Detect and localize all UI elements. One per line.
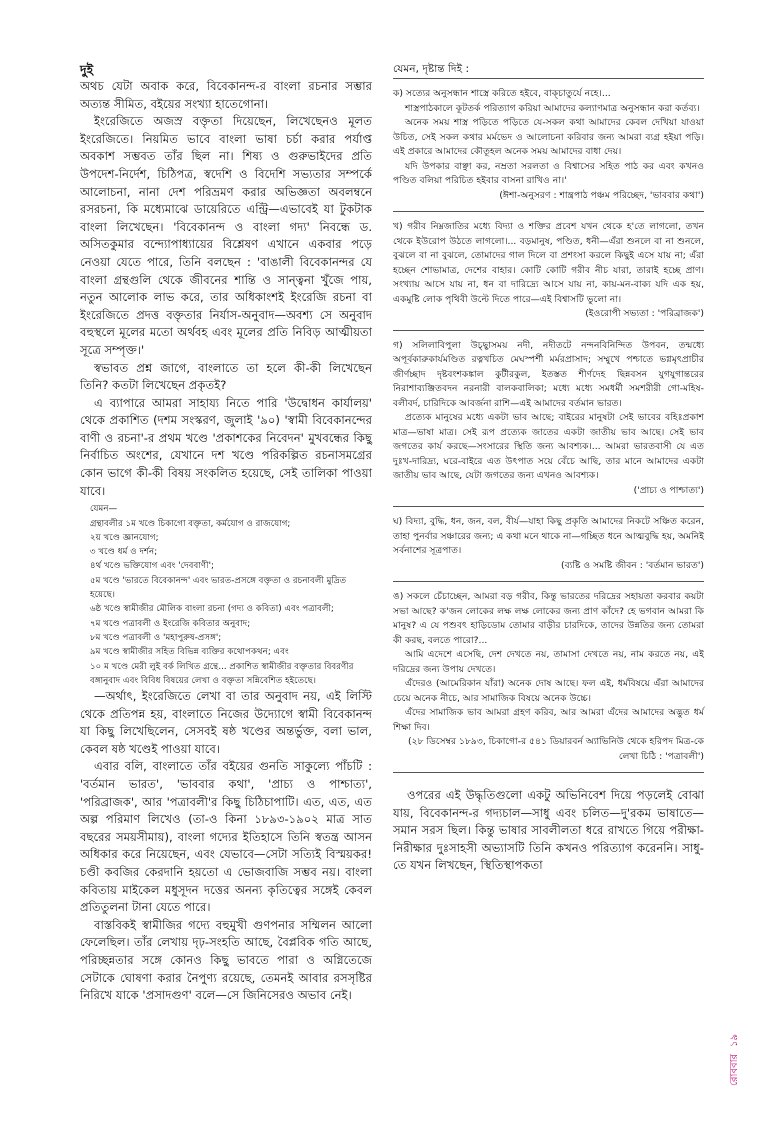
- quote-block: [393, 590, 704, 764]
- list-item: ২য় খণ্ডে জ্ঞানযোগ;: [90, 532, 159, 543]
- body-paragraph: —অর্থাৎ, ইংরেজিতে লেখা বা তার অনুবাদ নয়, এই লিস্টি থেকে প্রতিপন্ন হয়, বাংলাতে নিজের উদ্যোগে স্বামী বিবেকানন্দ যা কিছু লিখেছিলেন, সেসবই ষষ্ঠ খণ্ডের অন্তর্ভুক্ত, বলা ভাল, কেবল ষষ্ঠ খণ্ডেই পাওয়া যাবে।: [80, 689, 372, 756]
- list-item: ৯ম খণ্ডে স্বামীজীর সহিত বিভিন্ন ব্যক্তির কথোপকথন; এবং: [90, 647, 289, 658]
- quote-line: ঘ) বিদ্যা, বুদ্ধি, ধন, জন, বল, বীর্য—যাহা কিছু প্রকৃতি আমাদের নিকটে সঞ্চিত করেন, তাহা পুনর্বার সঞ্চারের জন্য; এ কথা মনে থাকে না—গচ্ছিত ধনে আত্মবুদ্ধি হয়, অমনিই সর্বনাশের সূত্রপাত।: [393, 516, 705, 556]
- quote-divider: [393, 581, 704, 582]
- quote-block: [393, 87, 704, 203]
- quote-line: ঙ) সকলে চেঁচাচ্ছেন, আমরা বড় গরীব, কিন্তু ভারতের দরিদ্রের সহায়তা করবার কয়টা সভা আছে? ক'জন লোকের লক্ষ লক্ষ লোকের জন্য প্রাণ কাঁদে? হে ভগবান আমরা কি মানুষ? এ যে পশুবৎ হাড়িডোম তোমার বাড়ীর চারদিকে, তাদের উন্নতির জন্য তোমরা কী করছ, বলতে পারো?...: [393, 591, 704, 646]
- quote-line: যদি উপকার বাঞ্ছা কর, নম্রতা সরলতা ও বিশ্বাসের সহিত পাঠ কর এবং কখনও পণ্ডিত বলিয়া পরিচিত হইবার বাসনা রাখিও না।': [393, 160, 704, 186]
- page-footer: [727, 1030, 752, 1090]
- section-heading: দুই: [80, 62, 94, 77]
- quote-divider: [393, 506, 704, 507]
- quote-source: (ইওরোপী সভ্যতা : 'পরিব্রাজক'): [585, 308, 704, 319]
- list-item: ৬ষ্ঠ খণ্ডে স্বামীজীর মৌলিক বাংলা রচনা (গদ্য ও কবিতা) এবং পত্রাবলী;: [90, 604, 334, 615]
- right-column: [393, 62, 704, 875]
- quote-block: [393, 220, 704, 322]
- quote-line: গ) সলিলাবিপুলা উচ্ছ্বাসময় নদী, নদীতটে নন্দনবিনিন্দিত উপবন, তন্মধ্যে অপূর্বকারুকার্যমণ্ডিত রত্নখচিত মেঘস্পর্শী মর্মরপ্রাসাদ; সম্মুখে পশ্চাতে ভগ্নমৃৎপ্রাচীর জীর্ণচ্ছাদ দৃষ্টবংশকঙ্কাল কুটীরকুল, ইতস্তত শীর্ণদেহ ছিন্নবসন যুগযুগান্তরের নিরাশাব্যঞ্জিতবদন নরনারী বালকবালিকা; মধ্যে মধ্যে সমধর্মী সমশরীরী গো-মহিষ-বলীবর্দ, চারিদিকে আবর্জনা রাশি—এই আমাদের বর্তমান ভারত।: [393, 339, 704, 409]
- page-number: ১৯: [729, 1033, 740, 1047]
- left-paragraphs: [80, 78, 372, 500]
- quote-line: খ) গরীব নিম্নজাতির মধ্যে বিদ্যা ও শক্তির প্রবেশ যখন থেকে হ'তে লাগলো, তখন থেকে ইউরোপ উঠতে লাগলো।... বড়মানুষ, পণ্ডিত, ধনী—এঁরা শুনলে বা না শুনলে, বুঝলে বা না বুঝলে, তোমাদের গাল দিলে বা প্রশংসা করলে কিছুই এসে যায় না; এঁরা হচ্ছেন শোভামাত্র, দেশের বাহার। কোটি কোটি গরীব নীচ যারা, তারাই হচ্ছে প্রাণ। সংখ্যায় আসে যায় না, ধন বা দারিদ্র্যে আসে যায় না, কায়-মন-বাক্য যদি এক হয়, একমুষ্টি লোক পৃথিবী উল্টে দিতে পারে—এই বিশ্বাসটি ভুলো না।: [393, 221, 704, 305]
- closing-paragraph: ওপরের এই উদ্ধৃতিগুলো একটু অভিনিবেশ দিয়ে পড়লেই বোঝা যায়, বিবেকানন্দ-র গদ্যচাল—সাধু এবং চলিত—দু'রকম ভাষাতে—সমান সরস ছিল। কিন্তু ভাষার সাবলীলতা ধরে রাখতে গিয়ে পরীক্ষা-নিরীক্ষার দুঃসাহসী অভ্যাসটি তিনি কখনও পরিত্যাগ করেননি। সাধু-তে যখন লিখছেন, স্থিতিস্থাপকতা: [393, 788, 704, 873]
- list-intro: যেমন—: [90, 504, 118, 515]
- quote-line: ক) সত্যের অনুসন্ধান শাস্ত্রে করিতে হইবে, বাক্চাতুর্যে নহে।...: [393, 88, 611, 99]
- quote-line: এঁদেরও (আমেরিকান যাঁরা) অনেক দোষ আছে। ফল এই, ধর্মবিষয়ে এঁরা আমাদের চেয়ে অনেক নীচে, আর সামাজিক বিষয়ে অনেক উচ্চে।: [393, 678, 704, 704]
- quote-source: ('প্রাচ্য ও পাশ্চাত্য'): [633, 484, 704, 496]
- quote-block: [393, 515, 704, 573]
- quote-line: শাস্ত্রপাঠকালে কূটতর্ক পরিত্যাগ করিয়া আমাদের কল্যাণমাত্র অনুসন্ধান করা কর্তব্য।: [405, 102, 700, 114]
- quote-divider: [393, 211, 704, 212]
- quotes-container: [393, 78, 704, 773]
- list-item: গ্রন্থাবলীর ১ম খণ্ডে চিকাগো বক্তৃতা, কর্মযোগ ও রাজযোগ;: [90, 518, 291, 529]
- left-column: [80, 62, 372, 1005]
- quote-line: প্রত্যেক মানুষের মধ্যে একটা ভাব আছে; বাইরের মানুষটা সেই ভাবের বহিঃপ্রকাশ মাত্র—ভাষা মাত্র। সেই রূপ প্রত্যেক জাতের একটা জাতীয় ভাব আছে। সেই ভাব জগতের কার্য করছে—সংসারের স্থিতি জন্য আবশ্যক।... আমরা ভারতবাসী যে এত দুঃখ-দারিদ্র্য, ঘরে-বাইরে এত উৎপাত সয়ে বেঁচে আছি, তার মানে আমাদের একটা জাতীয় ভাব আছে, যেটা জগতের জন্য এখনও আবশ্যক।: [393, 412, 704, 481]
- quote-line: অনেক সময় শাস্ত্র পড়িতে পড়িতে যে-সকল কথা আমাদের কেবল দেখিয়া যাওয়া উচিত, সেই সকল কথার মর্মভেদ ও আলোচনা করিবার জন্য আমরা ব্যগ্র হইয়া পড়ি। এই প্রকারে আমাদের কৌতূহল অনেক সময় আমাদের বাধা দেয়।: [393, 117, 704, 157]
- quote-divider: [393, 772, 704, 773]
- list-item: ৭ম খণ্ডে পত্রাবলী ও ইংরেজি কবিতার অনুবাদ;: [90, 618, 251, 629]
- quote-source: (২৮ ডিসেম্বর ১৮৯৩, চিকাগো-র ৫৪১ ডিয়ারবর্ন অ্যাভিনিউ থেকে হরিপদ মিত্র-কে লেখা চিঠি : 'পত্রাবলী'): [408, 736, 704, 762]
- body-paragraph: ইংরেজিতে অজস্র বক্তৃতা দিয়েছেন, লিখেছেনও মূলত ইংরেজিতে। নিয়মিত ভাবে বাংলা ভাষা চর্চা করার পর্যাপ্ত অবকাশ সম্ভবত তাঁর ছিল না। শিষ্য ও গুরুভাইদের প্রতি উপদেশ-নির্দেশ, চিঠিপত্র, স্বদেশি ও বিদেশি সভ্যতার সম্পর্কে আলোচনা, নানা দেশ পরিভ্রমণ করার অভিজ্ঞতা অবলম্বনে রসরচনা, কি মধ্যেমাঝে ডায়েরিতে এন্ট্রি—এভাবেই যা টুকটাক বাংলা লিখেছেন। 'বিবেকানন্দ ও বাংলা গদ্য' নিবন্ধে ড. অসিতকুমার বন্দ্যোপাধ্যায়ের বিশ্লেষণ এখানে একবার পড়ে নেওয়া যেতে পারে, তিনি বলছেন : 'বাঙালী বিবেকানন্দর যে বাংলা গ্রন্থগুলি থেকে জীবনের শান্তি ও সান্ত্বনা খুঁজে পায়, নতুন আলোক লাভ করে, তার অধিকাংশই ইংরেজি রচনা বা ইংরেজিতে প্রদত্ত বক্তৃতার নির্যাস-অনুবাদ—অবশ্য সে অনুবাদ বহুস্থলে মূলের মতো অর্থবহ এবং মূলের প্রতি নিবিড় আত্মীয়তা সূত্রে সম্পৃক্ত।': [80, 114, 372, 357]
- quote-block: [393, 339, 704, 499]
- list-item: ৮ম খণ্ডে পত্রাবলী ও 'মহাপুরুষ-প্রসঙ্গ';: [90, 632, 222, 643]
- list-item: ৫ম খণ্ডে 'ভারতে বিবেকানন্দ' এবং ভারত-প্রসঙ্গে বক্তৃতা ও রচনাবলী মুদ্রিত হয়েছে।: [90, 575, 347, 601]
- list-item: ৪র্থ খণ্ডে ভক্তিযোগ এবং 'দেববাণী';: [90, 561, 214, 572]
- quotes-intro: যেমন, দৃষ্টান্ত দিই :: [393, 63, 470, 75]
- list-item: ১০ ম খণ্ডে মেরী লুই বর্ক লিখিত গ্রন্থে... প্রকাশিত স্বামীজীর বক্তৃতার বিবরণীর বঙ্গানুবাদ এবং বিবিধ বিষয়ের লেখা ও বক্তৃতা সন্নিবেশিত হইতেছে।: [90, 661, 354, 686]
- body-paragraph: বাস্তবিকই স্বামীজির গদ্যে বহুমুখী গুণপনার সম্মিলন আলো ফেলেছিল। তাঁর লেখায় দৃঢ়-সংহতি আছে, বৈপ্লবিক গতি আছে, পরিচ্ছন্নতার সঙ্গে কোনও কিছু ভাবতে পারা ও অগ্নিতেজে সেটাকে ঘোষণা করার নৈপুণ্য রয়েছে, তেমনই আবার রসসৃষ্টির নিরিখে যাকে 'প্রসাদগুণ' বলে—সে জিনিসেরও অভাব নেই।: [80, 917, 372, 1003]
- quote-line: আমি এদেশে এসেছি, দেশ দেখতে নয়, তামাসা দেখতে নয়, নাম করতে নয়, এই দরিদ্রের জন্য উপায় দেখতে।: [393, 649, 704, 675]
- magazine-name: রোববার: [729, 1054, 740, 1087]
- quote-divider: [393, 330, 704, 331]
- quote-source: (ব্যষ্টি ও সমষ্টি জীবন : 'বর্তমান ভারত'): [561, 559, 704, 571]
- quote-line: এঁদের সামাজিক ভাব আমরা গ্রহণ করিব, আর আমরা এঁদের আমাদের অদ্ভুত ধর্ম শিক্ষা দিব।: [393, 707, 704, 733]
- body-paragraph: স্বভাবত প্রশ্ন জাগে, বাংলাতে তা হলে কী-কী লিখেছেন তিনি? কতটা লিখেছেন প্রকৃতই?: [80, 360, 372, 393]
- list-item: ৩ খণ্ডে ধর্ম ও দর্শন;: [90, 547, 158, 558]
- left-paragraphs-2: [80, 688, 372, 1005]
- body-paragraph: এবার বলি, বাংলাতে তাঁর বইয়ের গুনতি সাকুল্যে পাঁচটি : 'বর্তমান ভারত', 'ভাববার কথা', 'প্রাচ্য ও পাশ্চাত্য', 'পরিব্রাজক', আর 'পত্রাবলী'র কিছু চিঠিচাপাটি। এত, এত, এত অল্প পরিমাণ লিখেও (তা-ও কিনা ১৮৯৩-১৯০২ মাত্র সাত বছরের সময়সীমায়), বাংলা গদ্যের ইতিহাসে তিনি স্বতন্ত্র আসন অধিকার করে নিয়েছেন, এবং যেভাবে—সেটা সত্যিই বিস্ময়কর! চণ্ডী কবজির কেরদানি হয়তো এ ভোজবাজি সম্ভব নয়। বাংলা কবিতায় মাইকেল মধুসূদন দত্তের অনন্য কৃতিত্বের সঙ্গেই কেবল প্রতিতুলনা টানা যেতে পারে।: [80, 759, 372, 915]
- volume-list: [80, 517, 372, 689]
- body-paragraph: অথচ যেটা অবাক করে, বিবেকানন্দ-র বাংলা রচনার সম্ভার অত্যন্ত সীমিত, বইয়ের সংখ্যা হাতেগোনা।: [80, 79, 372, 111]
- body-paragraph: এ ব্যাপারে আমরা সাহায্য নিতে পারি 'উদ্বোধন কার্যালয়' থেকে প্রকাশিত (দশম সংস্করণ, জুলাই '৯০) 'স্বামী বিবেকানন্দের বাণী ও রচনা'-র প্রথম খণ্ডে 'প্রকাশকের নিবেদন' মুখবন্ধের কিছু নির্বাচিত অংশের, যেখানে দশ খণ্ডে পরিকল্পিত রচনাসমগ্রের কোন ভাগে কী-কী বিষয় সংকলিত হয়েছে, সেই তালিকা পাওয়া যাবে।: [80, 395, 372, 498]
- quote-source: (ঈশা-অনুসরণ : শান্ত্রপাঠ পঞ্চম পরিচ্ছেদ, 'ভাববার কথা'): [499, 189, 704, 201]
- quote-divider: [393, 78, 704, 79]
